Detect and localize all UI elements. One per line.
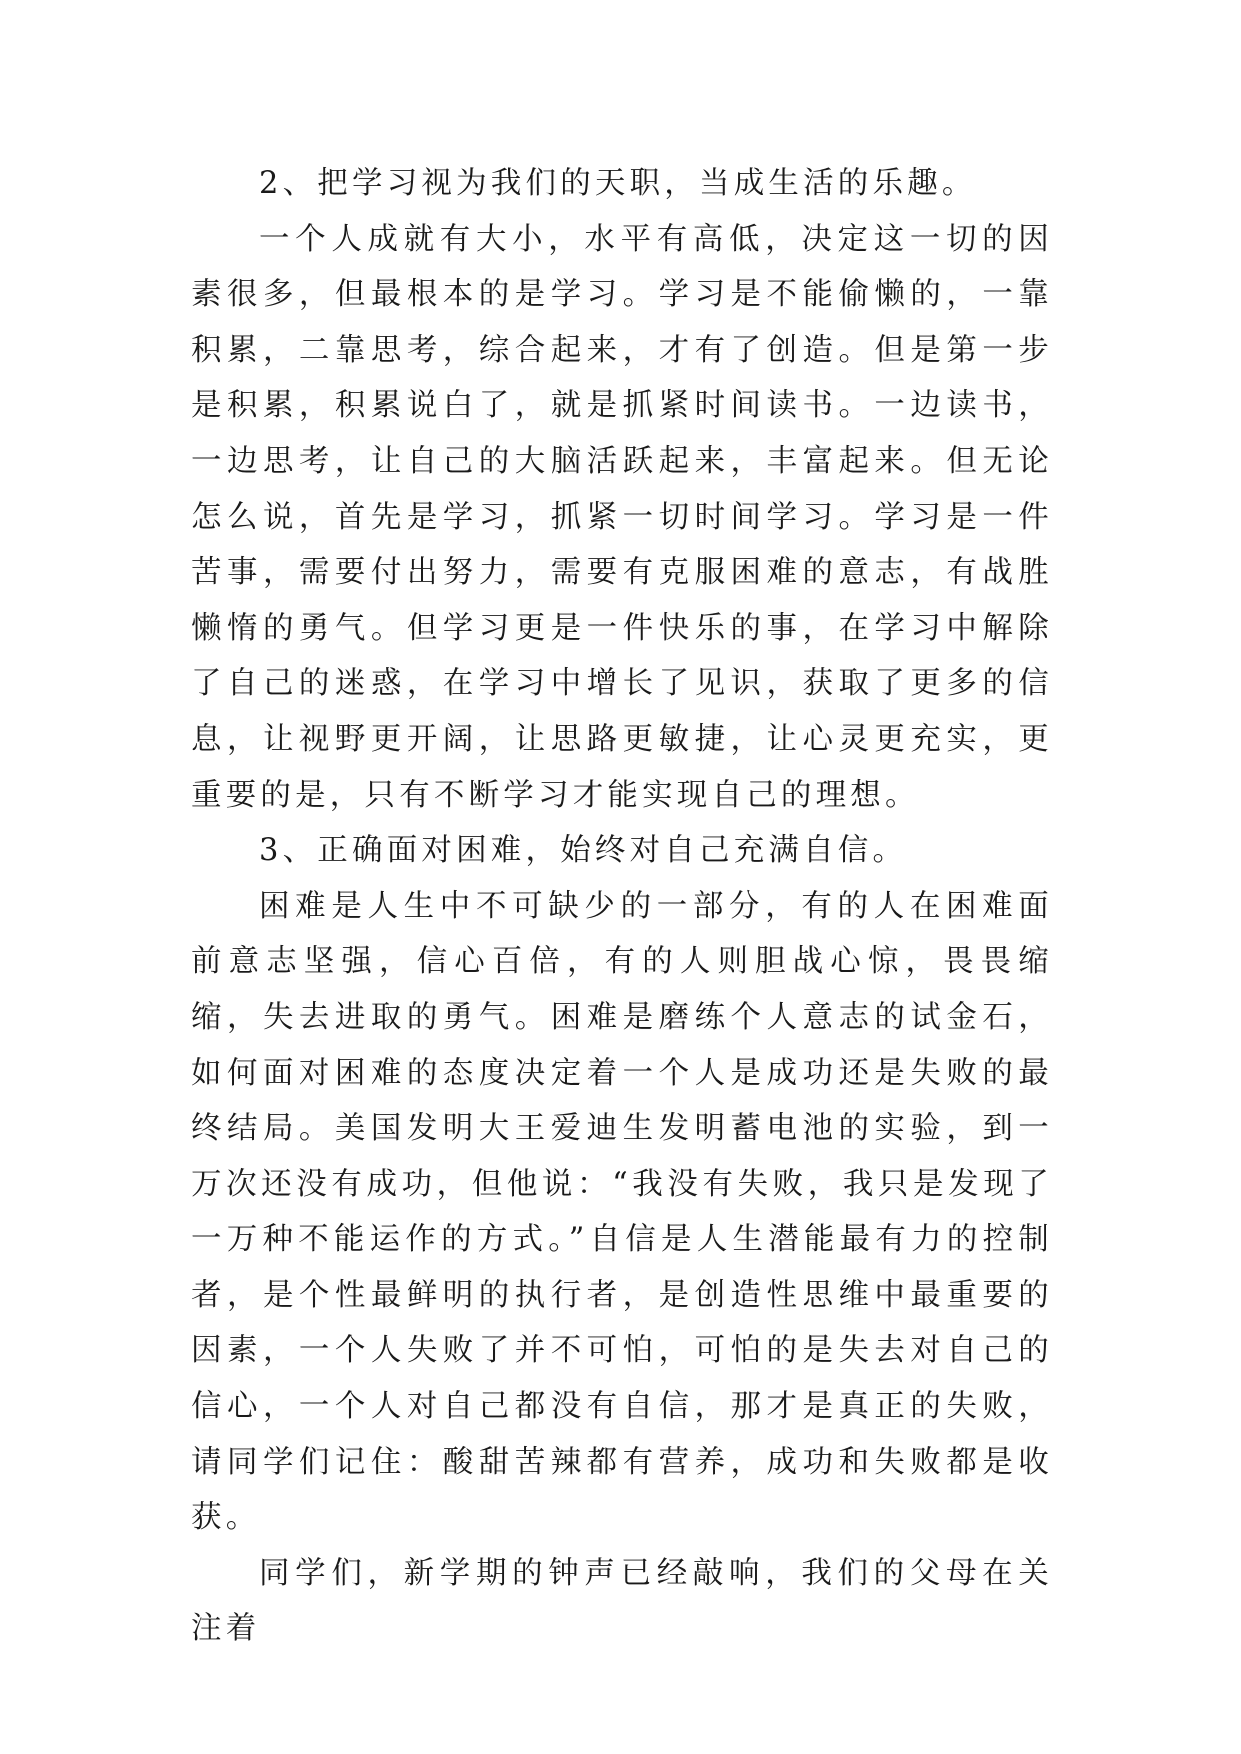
body-text — [191, 156, 1053, 1657]
paragraph-new-semester: 同学们，新学期的钟声已经敲响，我们的父母在关注着 — [191, 1555, 1053, 1647]
section-heading-3: 3、正确面对困难，始终对自己充满自信。 — [259, 833, 908, 869]
section-heading-2: 2、把学习视为我们的天职，当成生活的乐趣。 — [259, 166, 977, 201]
paragraph-learning: 一个人成就有大小，水平有高低，决定这一切的因素很多，但最根本的是学习。学习是不能偷懒的，一靠积累，二靠思考，综合起来，才有了创造。但是第一步是积累，积累说白了，就是抓紧时间读书。一边读书，一边思考，让自己的大脑活跃起来，丰富起来。但无论怎么说，首先是学习，抓紧一切时间学习。学习是一件苦事，需要付出努力，需要有克服困难的意志，有战胜懒惰的勇气。但学习更是一件快乐的事，在学习中解除了自己的迷惑，在学习中增长了见识，获取了更多的信息，让视野更开阔，让思路更敏捷，让心灵更充实，更重要的是，只有不断学习才能实现自己的理想。 — [191, 221, 1053, 813]
paragraph-difficulty: 困难是人生中不可缺少的一部分，有的人在困难面前意志坚强，信心百倍，有的人则胆战心惊，畏畏缩缩，失去进取的勇气。困难是磨练个人意志的试金石，如何面对困难的态度决定着一个人是成功还是失败的最终结局。美国发明大王爱迪生发明蓄电池的实验，到一万次还没有成功，但他说：“我没有失败，我只是发现了一万种不能运作的方式。”自信是人生潜能最有力的控制者，是个性最鲜明的执行者，是创造性思维中最重要的因素，一个人失败了并不可怕，可怕的是失去对自己的信心，一个人对自己都没有自信，那才是真正的失败，请同学们记住：酸甜苦辣都有营养，成功和失败都是收获。 — [191, 888, 1053, 1536]
